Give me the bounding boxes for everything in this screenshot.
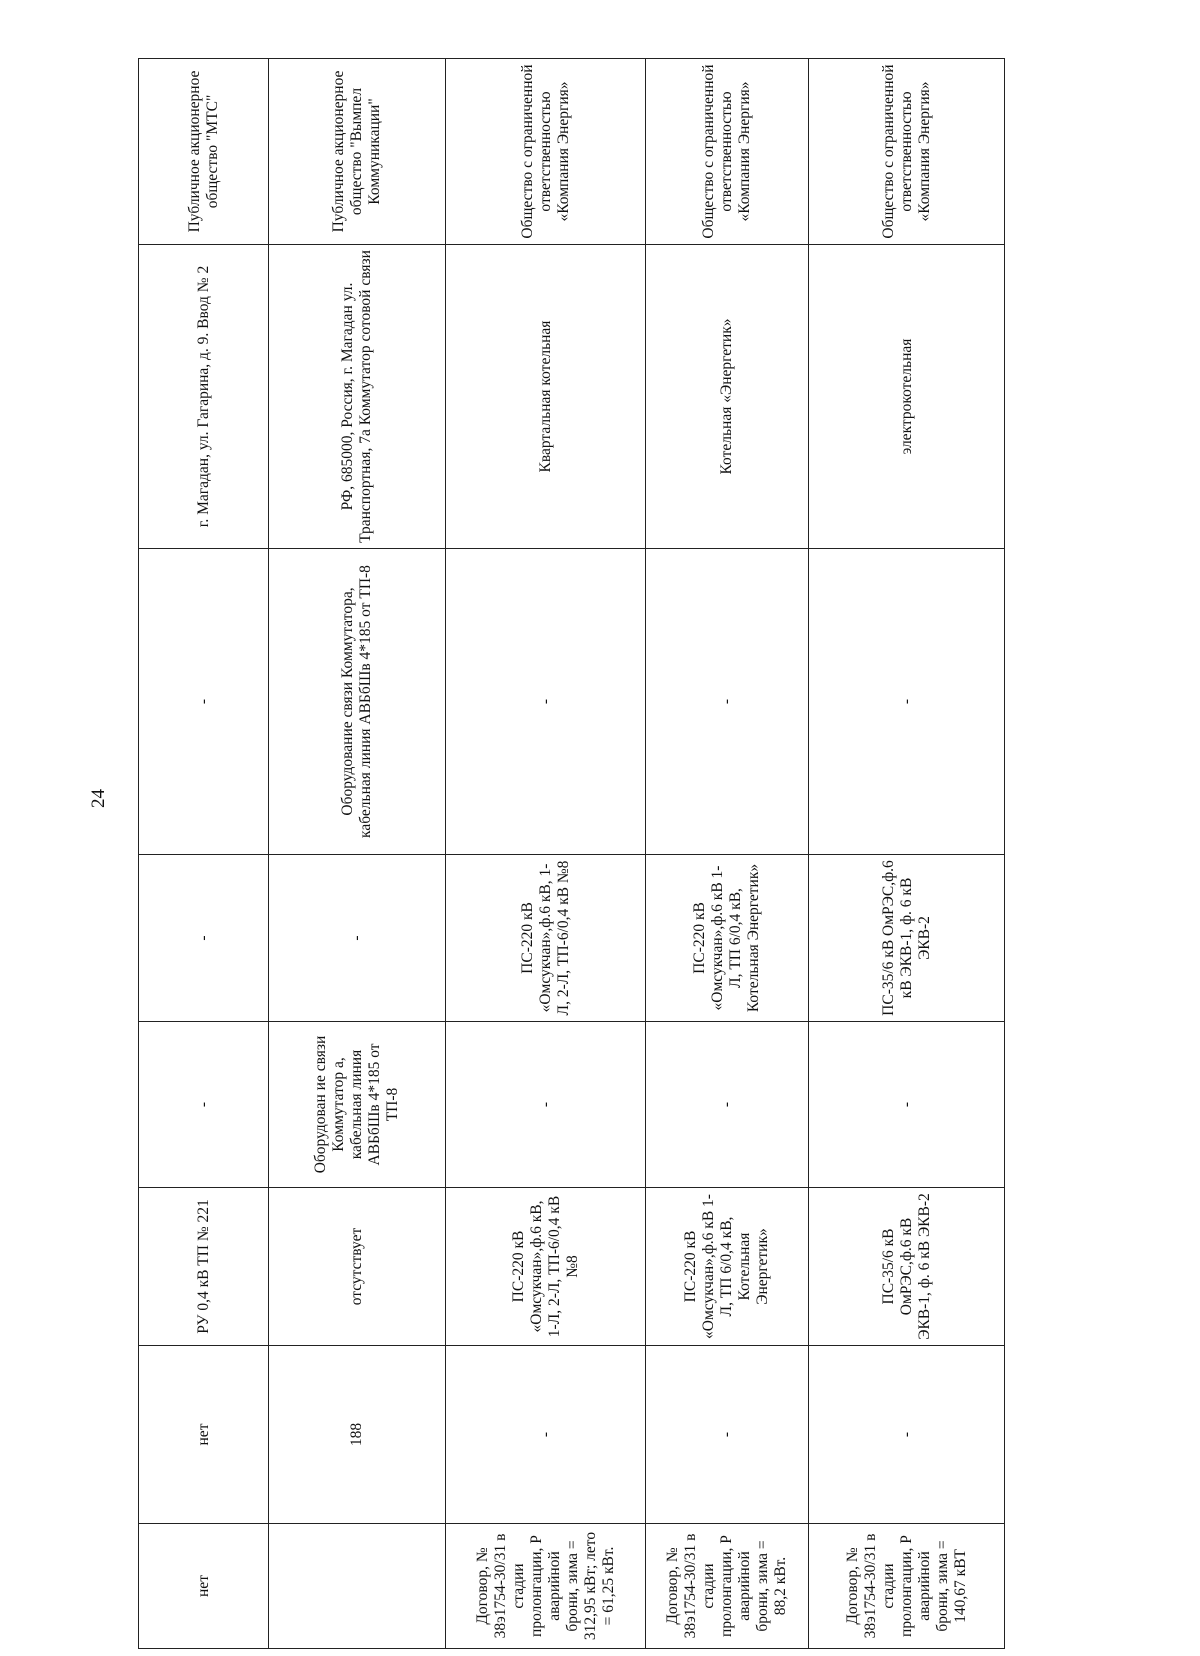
cell-col8: - bbox=[646, 1346, 809, 1524]
cell-col6: - bbox=[646, 1022, 809, 1188]
cell-col5: ПС-220 кВ «Омсукчан»,ф.6 кВ 1-Л, ТП 6/0,4 кВ, Котельная Энергетик» bbox=[646, 855, 809, 1022]
table-row bbox=[139, 59, 269, 1649]
cell-col7: ПС-220 кВ «Омсукчан»,ф.6 кВ, 1-Л, 2-Л, ТП-6/0,4 кВ №8 bbox=[446, 1188, 646, 1346]
cell-col5: - bbox=[139, 855, 269, 1022]
table-row bbox=[809, 59, 1005, 1649]
table-row bbox=[646, 59, 809, 1649]
cell-col7: отсутствует bbox=[269, 1188, 446, 1346]
cell-col8: - bbox=[809, 1346, 1005, 1524]
cell-object: электрокотельная bbox=[809, 245, 1005, 549]
cell-col6: - bbox=[446, 1022, 646, 1188]
cell-col4: Оборудование связи Коммутатора, кабельная линия АВБбШв 4*185 от ТП-8 bbox=[269, 549, 446, 855]
cell-col8: нет bbox=[139, 1346, 269, 1524]
cell-col7: ПС-35/6 кВ ОмРЭС,ф.6 кВ ЭКВ-1, ф. 6 кВ ЭКВ-2 bbox=[809, 1188, 1005, 1346]
cell-col9: Договор, № 38э1754-30/31 в стадии пролонгации, Р аварийной брони, зима = 140,67 кВТ bbox=[809, 1524, 1005, 1649]
cell-col9: Договор, № 38э1754-30/31 в стадии пролонгации, Р аварийной брони, зима = 312,95 кВт; лето = 61,25 кВт. bbox=[446, 1524, 646, 1649]
cell-col6: - bbox=[809, 1022, 1005, 1188]
cell-col9: нет bbox=[139, 1524, 269, 1649]
cell-col4: - bbox=[809, 549, 1005, 855]
cell-owner: Общество с ограниченной ответственностью «Компания Энергия» bbox=[646, 59, 809, 245]
cell-col5: - bbox=[269, 855, 446, 1022]
cell-owner: Публичное акционерное общество "Вымпел Коммуникации" bbox=[269, 59, 446, 245]
cell-owner: Публичное акционерное общество "МТС" bbox=[139, 59, 269, 245]
cell-col6: - bbox=[139, 1022, 269, 1188]
cell-col9: Договор, № 38э1754-30/31 в стадии пролонгации, Р аварийной брони, зима = 88,2 кВт. bbox=[646, 1524, 809, 1649]
page-number: 24 bbox=[88, 789, 109, 808]
table-row bbox=[446, 59, 646, 1649]
cell-col7: ПС-220 кВ «Омсукчан»,ф.6 кВ 1-Л, ТП 6/0,4 кВ, Котельная Энергетик» bbox=[646, 1188, 809, 1346]
cell-col7: РУ 0,4 кВ ТП № 221 bbox=[139, 1188, 269, 1346]
table-row bbox=[269, 59, 446, 1649]
cell-col4: - bbox=[446, 549, 646, 855]
cell-object: г. Магадан, ул. Гагарина, д. 9. Ввод № 2 bbox=[139, 245, 269, 549]
cell-col5: ПС-35/6 кВ ОмРЭС,ф.6 кВ ЭКВ-1, ф. 6 кВ ЭКВ-2 bbox=[809, 855, 1005, 1022]
cell-col4: - bbox=[139, 549, 269, 855]
cell-col6: Оборудован ие связи Коммутатор а, кабельная линия АВБбШв 4*185 от ТП-8 bbox=[269, 1022, 446, 1188]
cell-col9 bbox=[269, 1524, 446, 1649]
rotated-table-sheet bbox=[138, 59, 1004, 1649]
energy-consumers-table bbox=[138, 58, 1005, 1649]
cell-col5: ПС-220 кВ «Омсукчан»,ф.6 кВ, 1-Л, 2-Л, ТП-6/0,4 кВ №8 bbox=[446, 855, 646, 1022]
cell-col4: - bbox=[646, 549, 809, 855]
cell-col8: 188 bbox=[269, 1346, 446, 1524]
cell-object: РФ, 685000, Россия, г. Магадан ул. Транспортная, 7а Коммутатор сотовой связи bbox=[269, 245, 446, 549]
cell-col8: - bbox=[446, 1346, 646, 1524]
cell-owner: Общество с ограниченной ответственностью «Компания Энергия» bbox=[446, 59, 646, 245]
cell-object: Квартальная котельная bbox=[446, 245, 646, 549]
cell-owner: Общество с ограниченной ответственностью «Компания Энергия» bbox=[809, 59, 1005, 245]
cell-object: Котельная «Энергетик» bbox=[646, 245, 809, 549]
